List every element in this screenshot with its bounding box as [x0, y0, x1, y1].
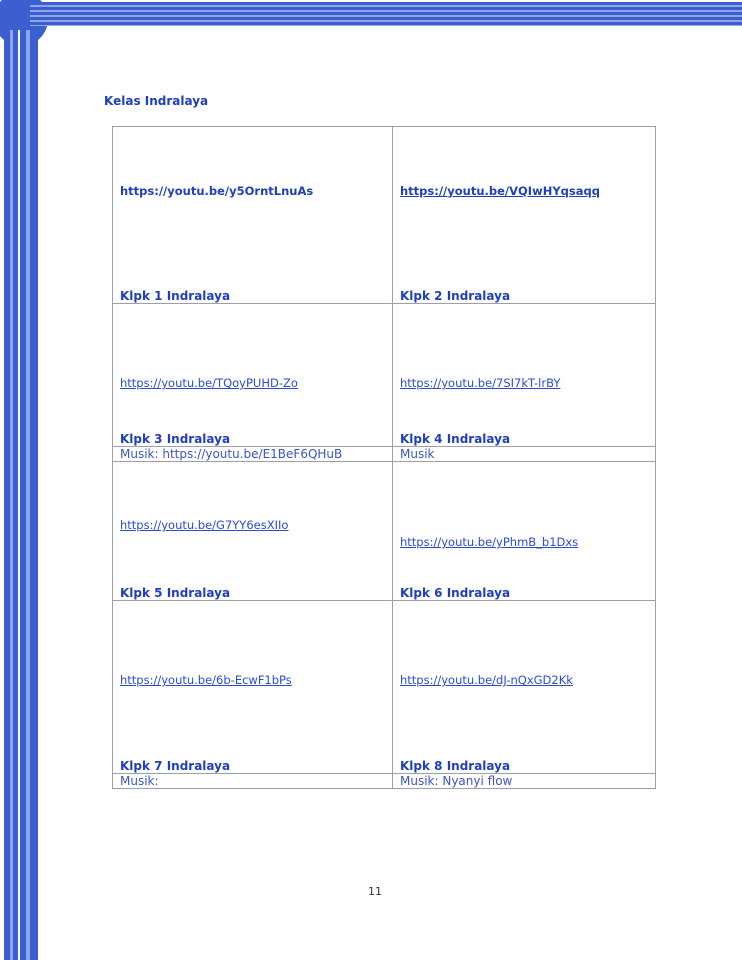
music-note-group-7: Musik: — [113, 774, 393, 789]
video-link-group-3[interactable]: https://youtu.be/TQoyPUHD-Zo — [120, 376, 298, 390]
cell-group-1 — [113, 127, 393, 304]
page-number: 11 — [368, 885, 382, 898]
music-note-group-4: Musik — [393, 447, 656, 462]
video-link-group-5[interactable]: https://youtu.be/G7YY6esXIIo — [120, 518, 289, 532]
music-note-group-3: Musik: https://youtu.be/E1BeF6QHuB — [113, 447, 393, 462]
table-row — [113, 462, 656, 601]
cell-group-7 — [113, 601, 393, 774]
music-note-group-8: Musik: Nyanyi flow — [393, 774, 656, 789]
video-link-group-1[interactable]: https://youtu.be/y5OrntLnuAs — [120, 184, 314, 198]
decorative-top-border — [30, 2, 742, 26]
table-row — [113, 601, 656, 774]
video-link-group-7[interactable]: https://youtu.be/6b-EcwF1bPs — [120, 673, 292, 687]
group-video-table — [112, 126, 656, 789]
video-link-group-8[interactable]: https://youtu.be/dJ-nQxGD2Kk — [400, 673, 573, 687]
video-link-group-6[interactable]: https://youtu.be/yPhmB_b1Dxs — [400, 535, 579, 549]
cell-group-4 — [393, 304, 656, 447]
section-heading: Kelas Indralaya — [104, 94, 209, 108]
decorative-left-border — [4, 30, 38, 960]
table-row — [113, 304, 656, 447]
table-row — [113, 774, 656, 789]
cell-group-2 — [393, 127, 656, 304]
group-label-8: Klpk 8 Indralaya — [400, 759, 511, 773]
video-link-group-4[interactable]: https://youtu.be/7SI7kT-lrBY — [400, 376, 561, 390]
table-row — [113, 447, 656, 462]
group-label-4: Klpk 4 Indralaya — [400, 432, 511, 446]
cell-group-8 — [393, 601, 656, 774]
group-label-7: Klpk 7 Indralaya — [120, 759, 231, 773]
group-label-3: Klpk 3 Indralaya — [120, 432, 231, 446]
table-row — [113, 127, 656, 304]
group-label-1: Klpk 1 Indralaya — [120, 289, 231, 303]
group-label-2: Klpk 2 Indralaya — [400, 289, 511, 303]
video-link-group-2[interactable]: https://youtu.be/VQIwHYqsaqq — [400, 184, 600, 198]
group-label-5: Klpk 5 Indralaya — [120, 586, 231, 600]
cell-group-5 — [113, 462, 393, 601]
group-label-6: Klpk 6 Indralaya — [400, 586, 511, 600]
cell-group-6 — [393, 462, 656, 601]
cell-group-3 — [113, 304, 393, 447]
